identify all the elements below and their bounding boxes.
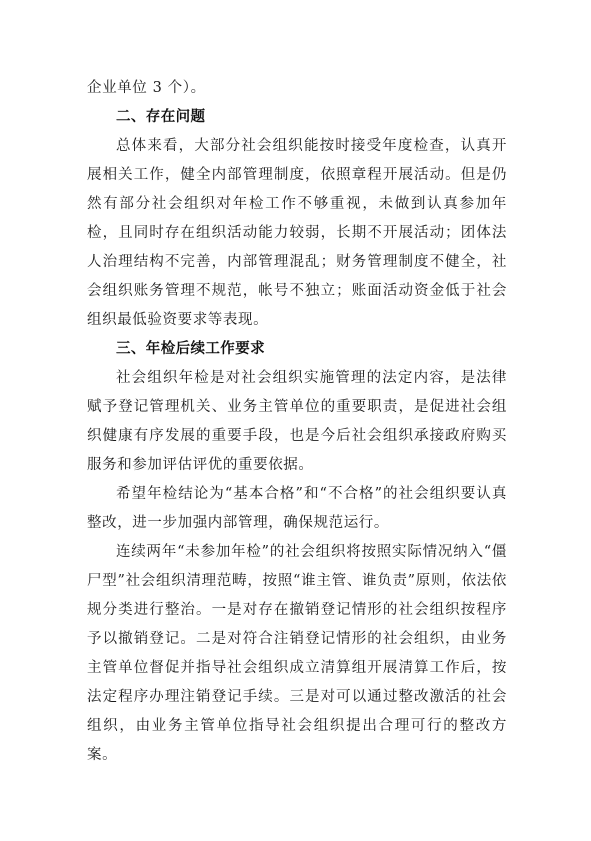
paragraph-continuation: 企业单位 3 个）。 (87, 80, 206, 96)
section-heading-problems: 二、存在问题 (116, 109, 206, 125)
paragraph-annual-inspection: 社会组织年检是对社会组织实施管理的法定内容，是法律赋予登记管理机关、业务主管单位的重要职责，是促进社会组织健康有序发展的重要手段，也是今后社会组织承接政府购买服务和参加评估评优的重要依据。 (87, 370, 507, 473)
paragraph-zombie-cleanup: 连续两年“未参加年检”的社会组织将按照实际情况纳入“僵尸型”社会组织清理范畴，按照“谁主管、谁负责”原则，依法依规分类进行整治。一是对存在撤销登记情形的社会组织按程序予以撤销登记。二是对符合注销登记情形的社会组织，由业务主管单位督促并指导社会组织成立清算组开展清算工作后，按法定程序办理注销登记手续。三是对可以通过整改激活的社会组织，由业务主管单位指导社会组织提出合理可行的整改方案。 (87, 544, 507, 763)
section-heading-followup: 三、年检后续工作要求 (116, 341, 265, 357)
paragraph-problems: 总体来看，大部分社会组织能按时接受年度检查，认真开展相关工作，健全内部管理制度，依照章程开展活动。但是仍然有部分社会组织对年检工作不够重视，未做到认真参加年检，且同时存在组织活动能力较弱，长期不开展活动；团体法人治理结构不完善，内部管理混乱；财务管理制度不健全，社会组织账务管理不规范，帐号不独立；账面活动资金低于社会组织最低验资要求等表现。 (87, 138, 507, 328)
document-body (87, 74, 507, 770)
paragraph-rectification: 希望年检结论为“基本合格”和“不合格”的社会组织要认真整改，进一步加强内部管理，确保规范运行。 (87, 486, 507, 531)
